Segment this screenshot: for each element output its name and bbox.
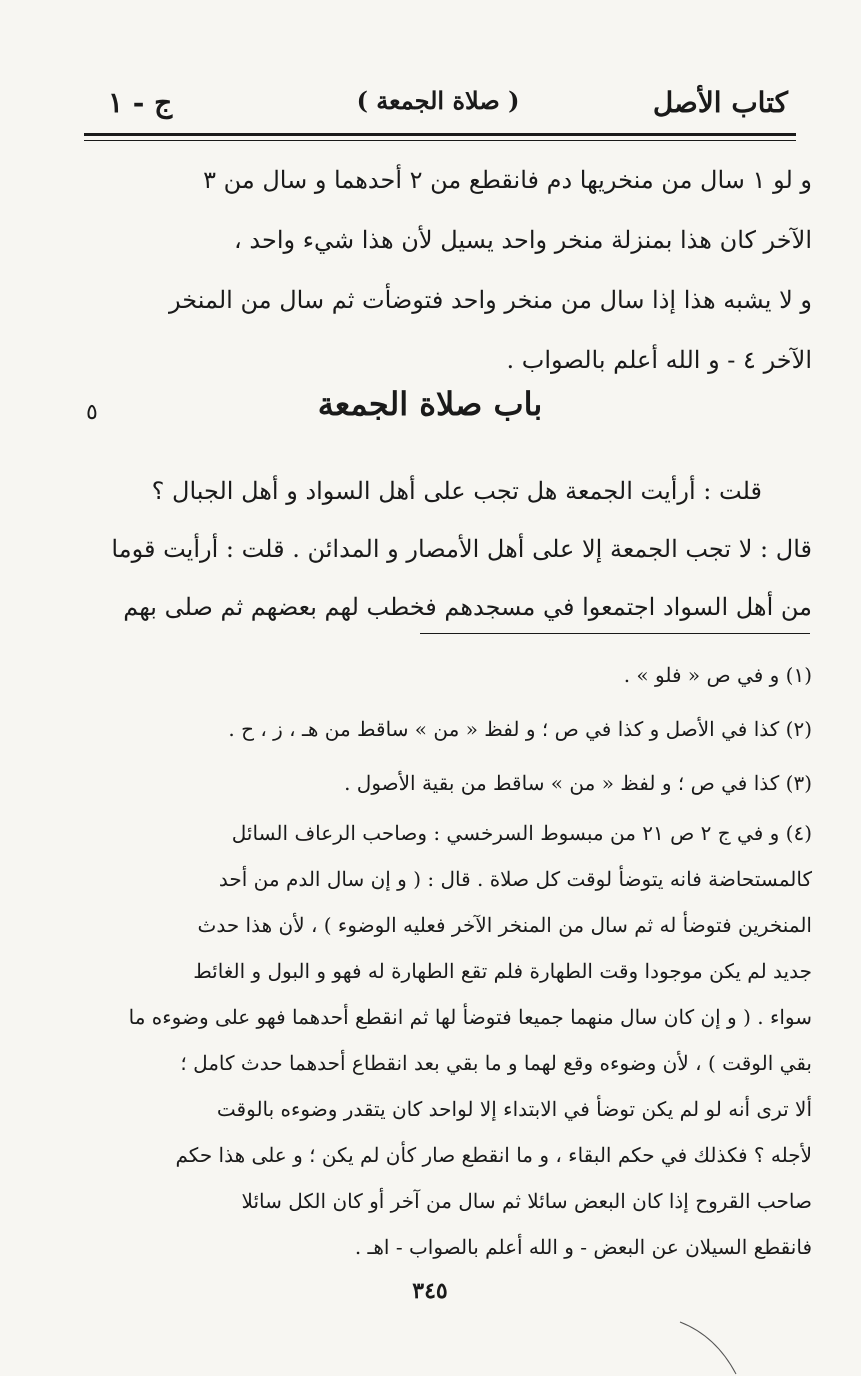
footnote-line: جديد لم يكن موجودا وقت الطهارة فلم تقع الطهارة له فهو و البول و الغائط — [193, 959, 812, 983]
page-number: ٣٤٥ — [412, 1278, 448, 1304]
footnote-line: ألا ترى أنه لو لم يكن توضأ في الابتداء إلا لواحد كان يتقدر وضوءه بالوقت — [216, 1097, 812, 1121]
footnote-line: سواء . ( و إن كان سال منهما جميعا فتوضأ لها ثم انقطع أحدهما فهو على وضوءه ما — [128, 1005, 812, 1029]
section-title: ( صلاة الجمعة ) — [356, 86, 520, 115]
chapter-text — [98, 462, 812, 636]
margin-line-number: ٥ — [86, 400, 98, 425]
footnote-2: (٢) كذا في الأصل و كذا في ص ؛ و لفظ « من » ساقط من هـ ، ز ، ح . — [228, 717, 812, 741]
header-rule-thick — [84, 133, 796, 136]
footnote-line: (٤) و في ج ٢ ص ٢١ من مبسوط السرخسي : وصاحب الرعاف السائل — [231, 821, 812, 845]
footnote-line: بقي الوقت ) ، لأن وضوءه وقع لهما و ما بقي بعد انقطاع أحدهما حدث كامل ؛ — [180, 1051, 812, 1075]
main-text — [100, 150, 812, 390]
running-header — [88, 86, 788, 128]
footnote-line: لأجله ؟ فكذلك في حكم البقاء ، و ما انقطع صار كأن لم يكن ؛ و على هذا حكم — [175, 1143, 812, 1167]
text-line: و لا يشبه هذا إذا سال من منخر واحد فتوضأت ثم سال من المنخر — [169, 286, 812, 314]
volume-label: ج - ١ — [108, 86, 173, 119]
footnote-line: صاحب القروح إذا كان البعض سائلا ثم سال من آخر أو كان الكل سائلا — [241, 1189, 812, 1213]
book-title: كتاب الأصل — [652, 86, 788, 119]
footnote-4 — [100, 810, 812, 1270]
footnote-line: المنخرين فتوضأ له ثم سال من المنخر الآخر فعليه الوضوء ) ، لأن هذا حدث — [197, 913, 812, 937]
text-line: قلت : أرأيت الجمعة هل تجب على أهل السواد و أهل الجبال ؟ — [151, 477, 762, 505]
footnote-3: (٣) كذا في ص ؛ و لفظ « من » ساقط من بقية الأصول . — [344, 771, 812, 795]
text-line: من أهل السواد اجتمعوا في مسجدهم فخطب لهم بعضهم ثم صلى بهم — [123, 593, 812, 621]
header-rule-thin — [84, 140, 796, 141]
text-line: الآخر ٤ - و الله أعلم بالصواب . — [506, 346, 812, 374]
paper-scuff-mark — [676, 1316, 766, 1376]
footnote-separator — [420, 633, 810, 634]
text-line: الآخر كان هذا بمنزلة منخر واحد يسيل لأن هذا شيء واحد ، — [234, 226, 812, 254]
text-line: قال : لا تجب الجمعة إلا على أهل الأمصار و المدائن . قلت : أرأيت قوما — [111, 535, 812, 563]
chapter-heading: باب صلاة الجمعة — [317, 385, 543, 423]
text-line: و لو ١ سال من منخريها دم فانقطع من ٢ أحدهما و سال من ٣ — [203, 166, 812, 194]
footnotes — [100, 648, 812, 1270]
footnote-line: فانقطع السيلان عن البعض - و الله أعلم بالصواب - اهـ . — [354, 1235, 812, 1259]
footnote-line: كالمستحاضة فانه يتوضأ لوقت كل صلاة . قال : ( و إن سال الدم من أحد — [218, 867, 812, 891]
footnote-1: (١) و في ص « فلو » . — [623, 663, 812, 687]
